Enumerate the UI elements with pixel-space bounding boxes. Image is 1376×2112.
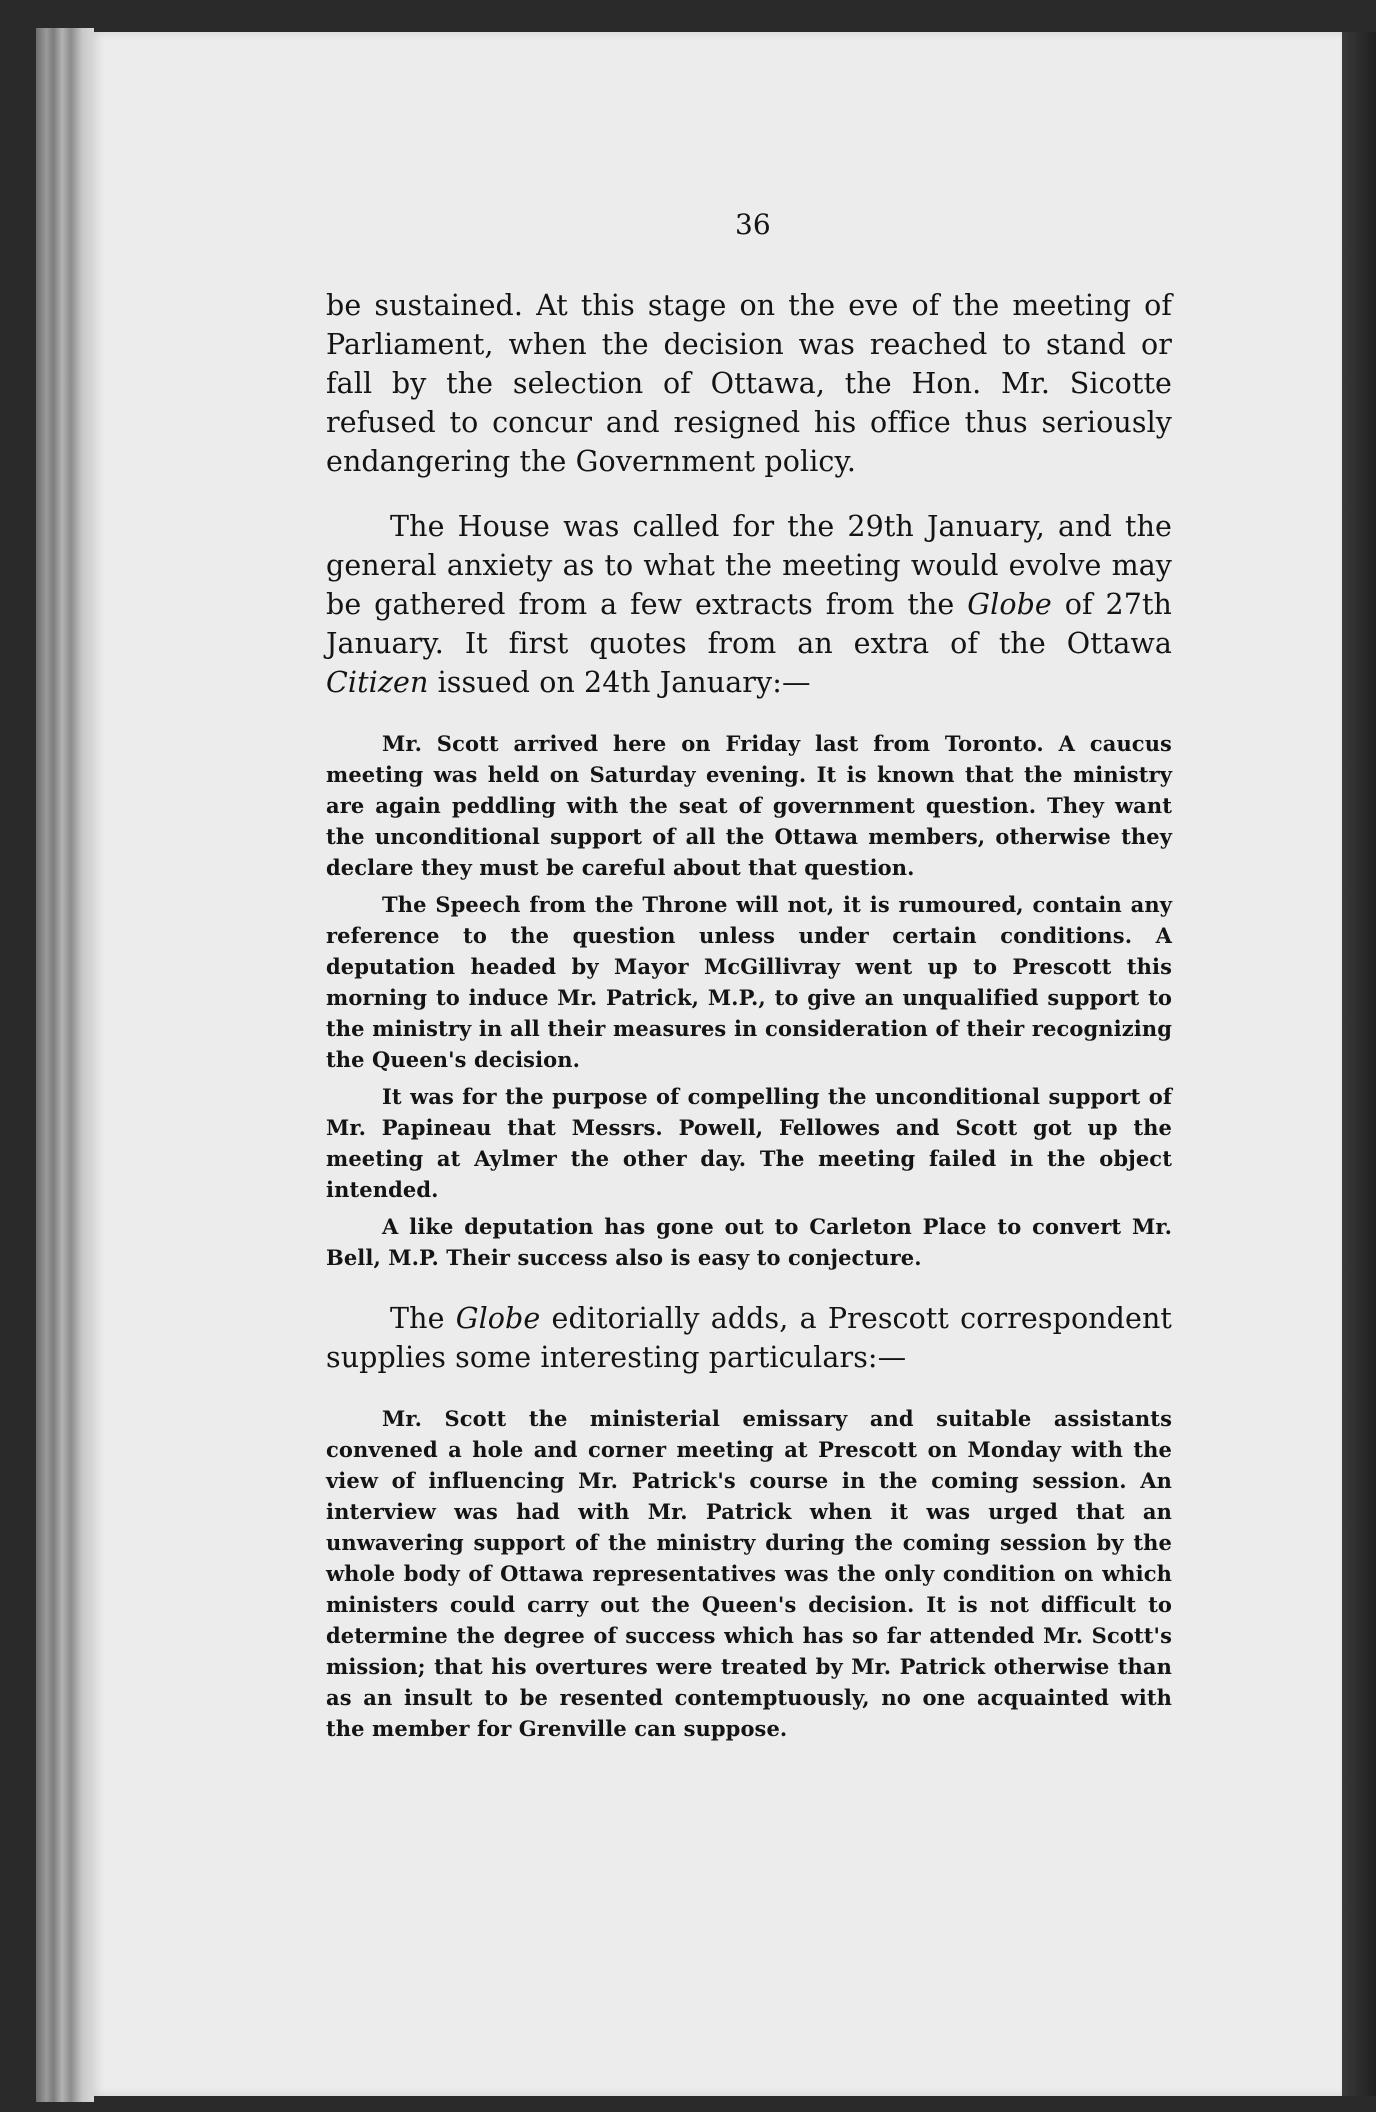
book-binding-edge: [36, 28, 94, 2102]
quote-1: Mr. Scott arrived here on Friday last from Toronto. A caucus meeting was held on Saturday evening. It is known that the ministry are again peddling with the seat of government question. They want the unconditional support of all the Ottawa members, otherwise they declare they must be careful about that question.: [326, 731, 1172, 880]
citizen-title: Citizen: [326, 666, 429, 699]
paragraph-1: be sustained. At this stage on the eve of the meeting of Parliament, when the decision was reached to stand or fall by the selection of Ottawa, the Hon. Mr. Sicotte refused to concur and resigned his office thus seriously endangering the Government policy.: [326, 289, 1172, 478]
paragraph-3: The Globe editorially adds, a Prescott correspondent supplies some interesting particulars:—: [326, 1302, 1172, 1374]
text-body: [326, 200, 1172, 1744]
paragraph-2: The House was called for the 29th January, and the general anxiety as to what the meeting would evolve may be gathered from a few extracts from the Globe of 27th January. It first quotes from an extra of the Ottawa Citizen issued on 24th January:—: [326, 510, 1173, 699]
page-number: 36: [735, 208, 771, 241]
quote-4: A like deputation has gone out to Carleton Place to convert Mr. Bell, M.P. Their success also is easy to conjecture.: [326, 1214, 1172, 1270]
quote-3: It was for the purpose of compelling the unconditional support of Mr. Papineau that Messrs. Powell, Fellowes and Scott got up the meeting at Aylmer the other day. The meeting failed in the object intended.: [326, 1084, 1172, 1202]
quote-2: The Speech from the Throne will not, it is rumoured, contain any reference to the question unless under certain conditions. A deputation headed by Mayor McGillivray went up to Prescott this morning to induce Mr. Patrick, M.P., to give an unqualified support to the ministry in all their measures in consideration of their recognizing the Queen's decision.: [326, 892, 1172, 1072]
globe-title: Globe: [967, 588, 1052, 621]
quote-5: Mr. Scott the ministerial emissary and suitable assistants convened a hole and corner meeting at Prescott on Monday with the view of influencing Mr. Patrick's course in the coming session. An interview was had with Mr. Patrick when it was urged that an unwavering support of the ministry during the coming session by the whole body of Ottawa representatives was the only condition on which ministers could carry out the Queen's decision. It is not difficult to determine the degree of success which has so far attended Mr. Scott's mission; that his overtures were treated by Mr. Patrick otherwise than as an insult to be resented contemptuously, no one acquainted with the member for Grenville can suppose.: [326, 1406, 1172, 1741]
globe-title-2: Globe: [455, 1302, 541, 1335]
right-page-edge: [1342, 32, 1376, 2096]
